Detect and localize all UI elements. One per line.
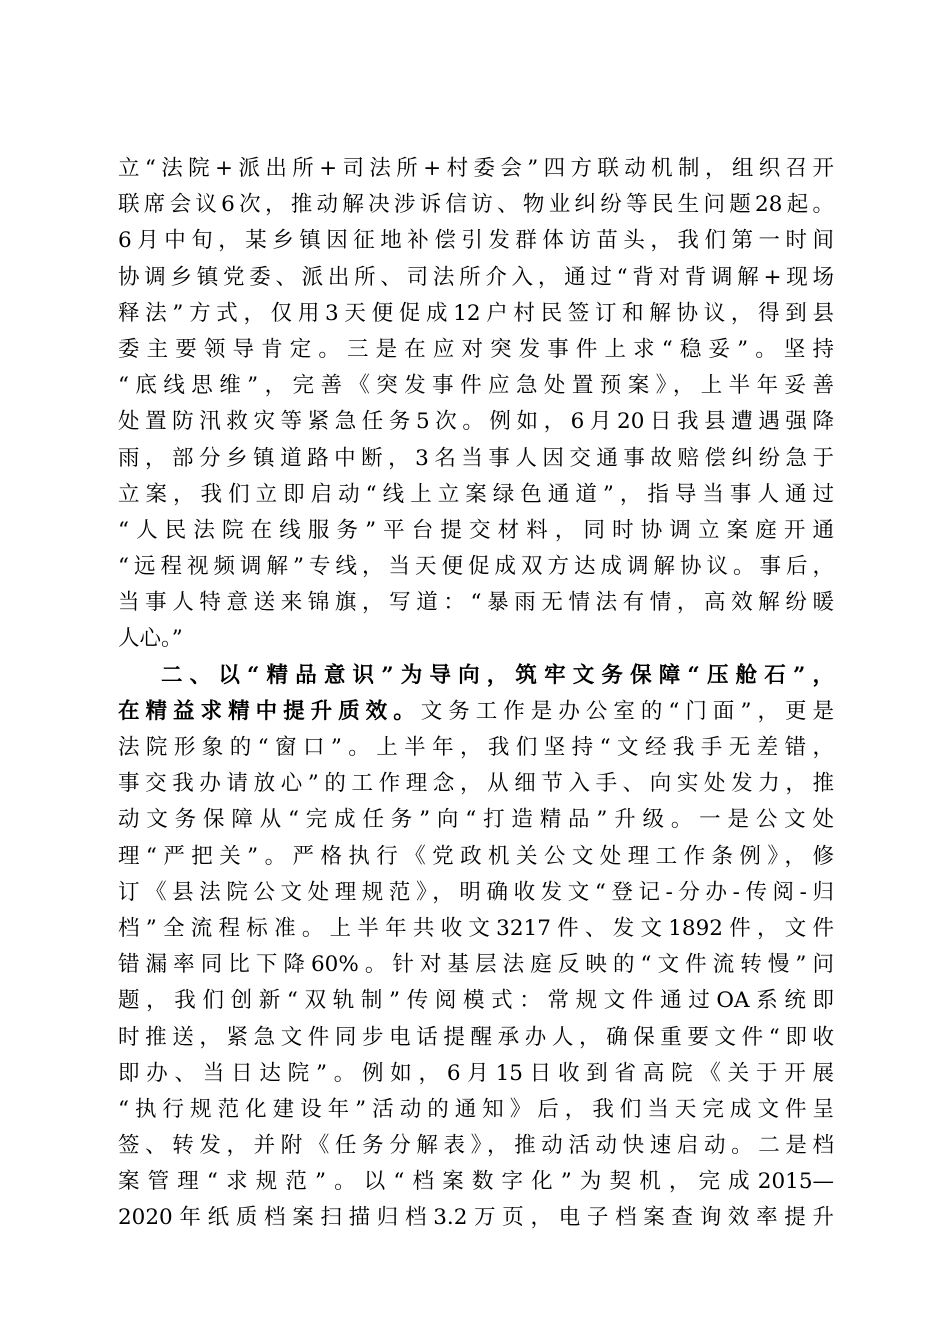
text-line: 当事人特意送来锦旗，写道：“暴雨无情法有情，高效解纷暖 xyxy=(118,590,834,616)
section-heading-continuation xyxy=(118,694,834,730)
text-line: 释法”方式，仅用3天便促成12户村民签订和解协议，得到县 xyxy=(118,300,834,326)
section-heading: 二、以“精品意识”为导向，筑牢文务保障“压舱石”， xyxy=(161,662,834,688)
body-text xyxy=(118,151,834,1237)
text-line: 动文务保障从“完成任务”向“打造精品”升级。一是公文处 xyxy=(118,807,834,833)
text-line: 委主要领导肯定。三是在应对突发事件上求“稳妥”。坚持 xyxy=(118,336,834,362)
text-line: 协调乡镇党委、派出所、司法所介入，通过“背对背调解+现场 xyxy=(118,264,834,290)
text-line: 题，我们创新“双轨制”传阅模式：常规文件通过OA系统即 xyxy=(118,988,834,1014)
text-line: 错漏率同比下降60%。针对基层法庭反映的“文件流转慢”问 xyxy=(118,952,834,978)
text-line: 处置防汛救灾等紧急任务5次。例如，6月20日我县遭遇强降 xyxy=(118,409,834,435)
text-line: “人民法院在线服务”平台提交材料，同时协调立案庭开通 xyxy=(118,517,834,543)
text-line: 时推送，紧急文件同步电话提醒承办人，确保重要文件“即收 xyxy=(118,1024,834,1050)
text-line: 即办、当日达院”。例如，6月15日收到省高院《关于开展 xyxy=(118,1060,834,1086)
text-line: 联席会议6次，推动解决涉诉信访、物业纠纷等民生问题28起。 xyxy=(118,192,834,218)
section-text: 文务工作是办公室的“门面”，更是 xyxy=(420,698,834,724)
text-line: 事交我办请放心”的工作理念，从细节入手、向实处发力，推 xyxy=(118,771,834,797)
text-line: 2020年纸质档案扫描归档3.2万页，电子档案查询效率提升 xyxy=(118,1205,834,1231)
text-line: 雨，部分乡镇道路中断，3名当事人因交通事故赔偿纠纷急于 xyxy=(118,445,834,471)
text-line: 法院形象的“窗口”。上半年，我们坚持“文经我手无差错， xyxy=(118,735,834,760)
text-line: 人心。” xyxy=(118,626,183,652)
text-line: 订《县法院公文处理规范》，明确收发文“登记-分办-传阅-归 xyxy=(118,879,834,905)
text-line: 案管理“求规范”。以“档案数字化”为契机，完成2015— xyxy=(118,1169,834,1195)
section-heading-bold: 在精益求精中提升质效。 xyxy=(118,698,421,724)
text-line: “远程视频调解”专线，当天便促成双方达成调解协议。事后， xyxy=(118,554,834,580)
text-line: 立案，我们立即启动“线上立案绿色通道”，指导当事人通过 xyxy=(118,481,834,507)
text-line: “执行规范化建设年”活动的通知》后，我们当天完成文件呈 xyxy=(118,1096,834,1122)
text-line: 理“严把关”。严格执行《党政机关公文处理工作条例》，修 xyxy=(118,843,834,869)
text-line: 6月中旬，某乡镇因征地补偿引发群体访苗头，我们第一时间 xyxy=(118,228,834,254)
text-line: “底线思维”，完善《突发事件应急处置预案》，上半年妥善 xyxy=(118,373,834,399)
text-line: 签、转发，并附《任务分解表》，推动活动快速启动。二是档 xyxy=(118,1133,834,1159)
text-line: 档”全流程标准。上半年共收文3217件、发文1892件，文件 xyxy=(118,915,834,941)
text-line: 立“法院+派出所+司法所+村委会”四方联动机制，组织召开 xyxy=(118,156,834,181)
